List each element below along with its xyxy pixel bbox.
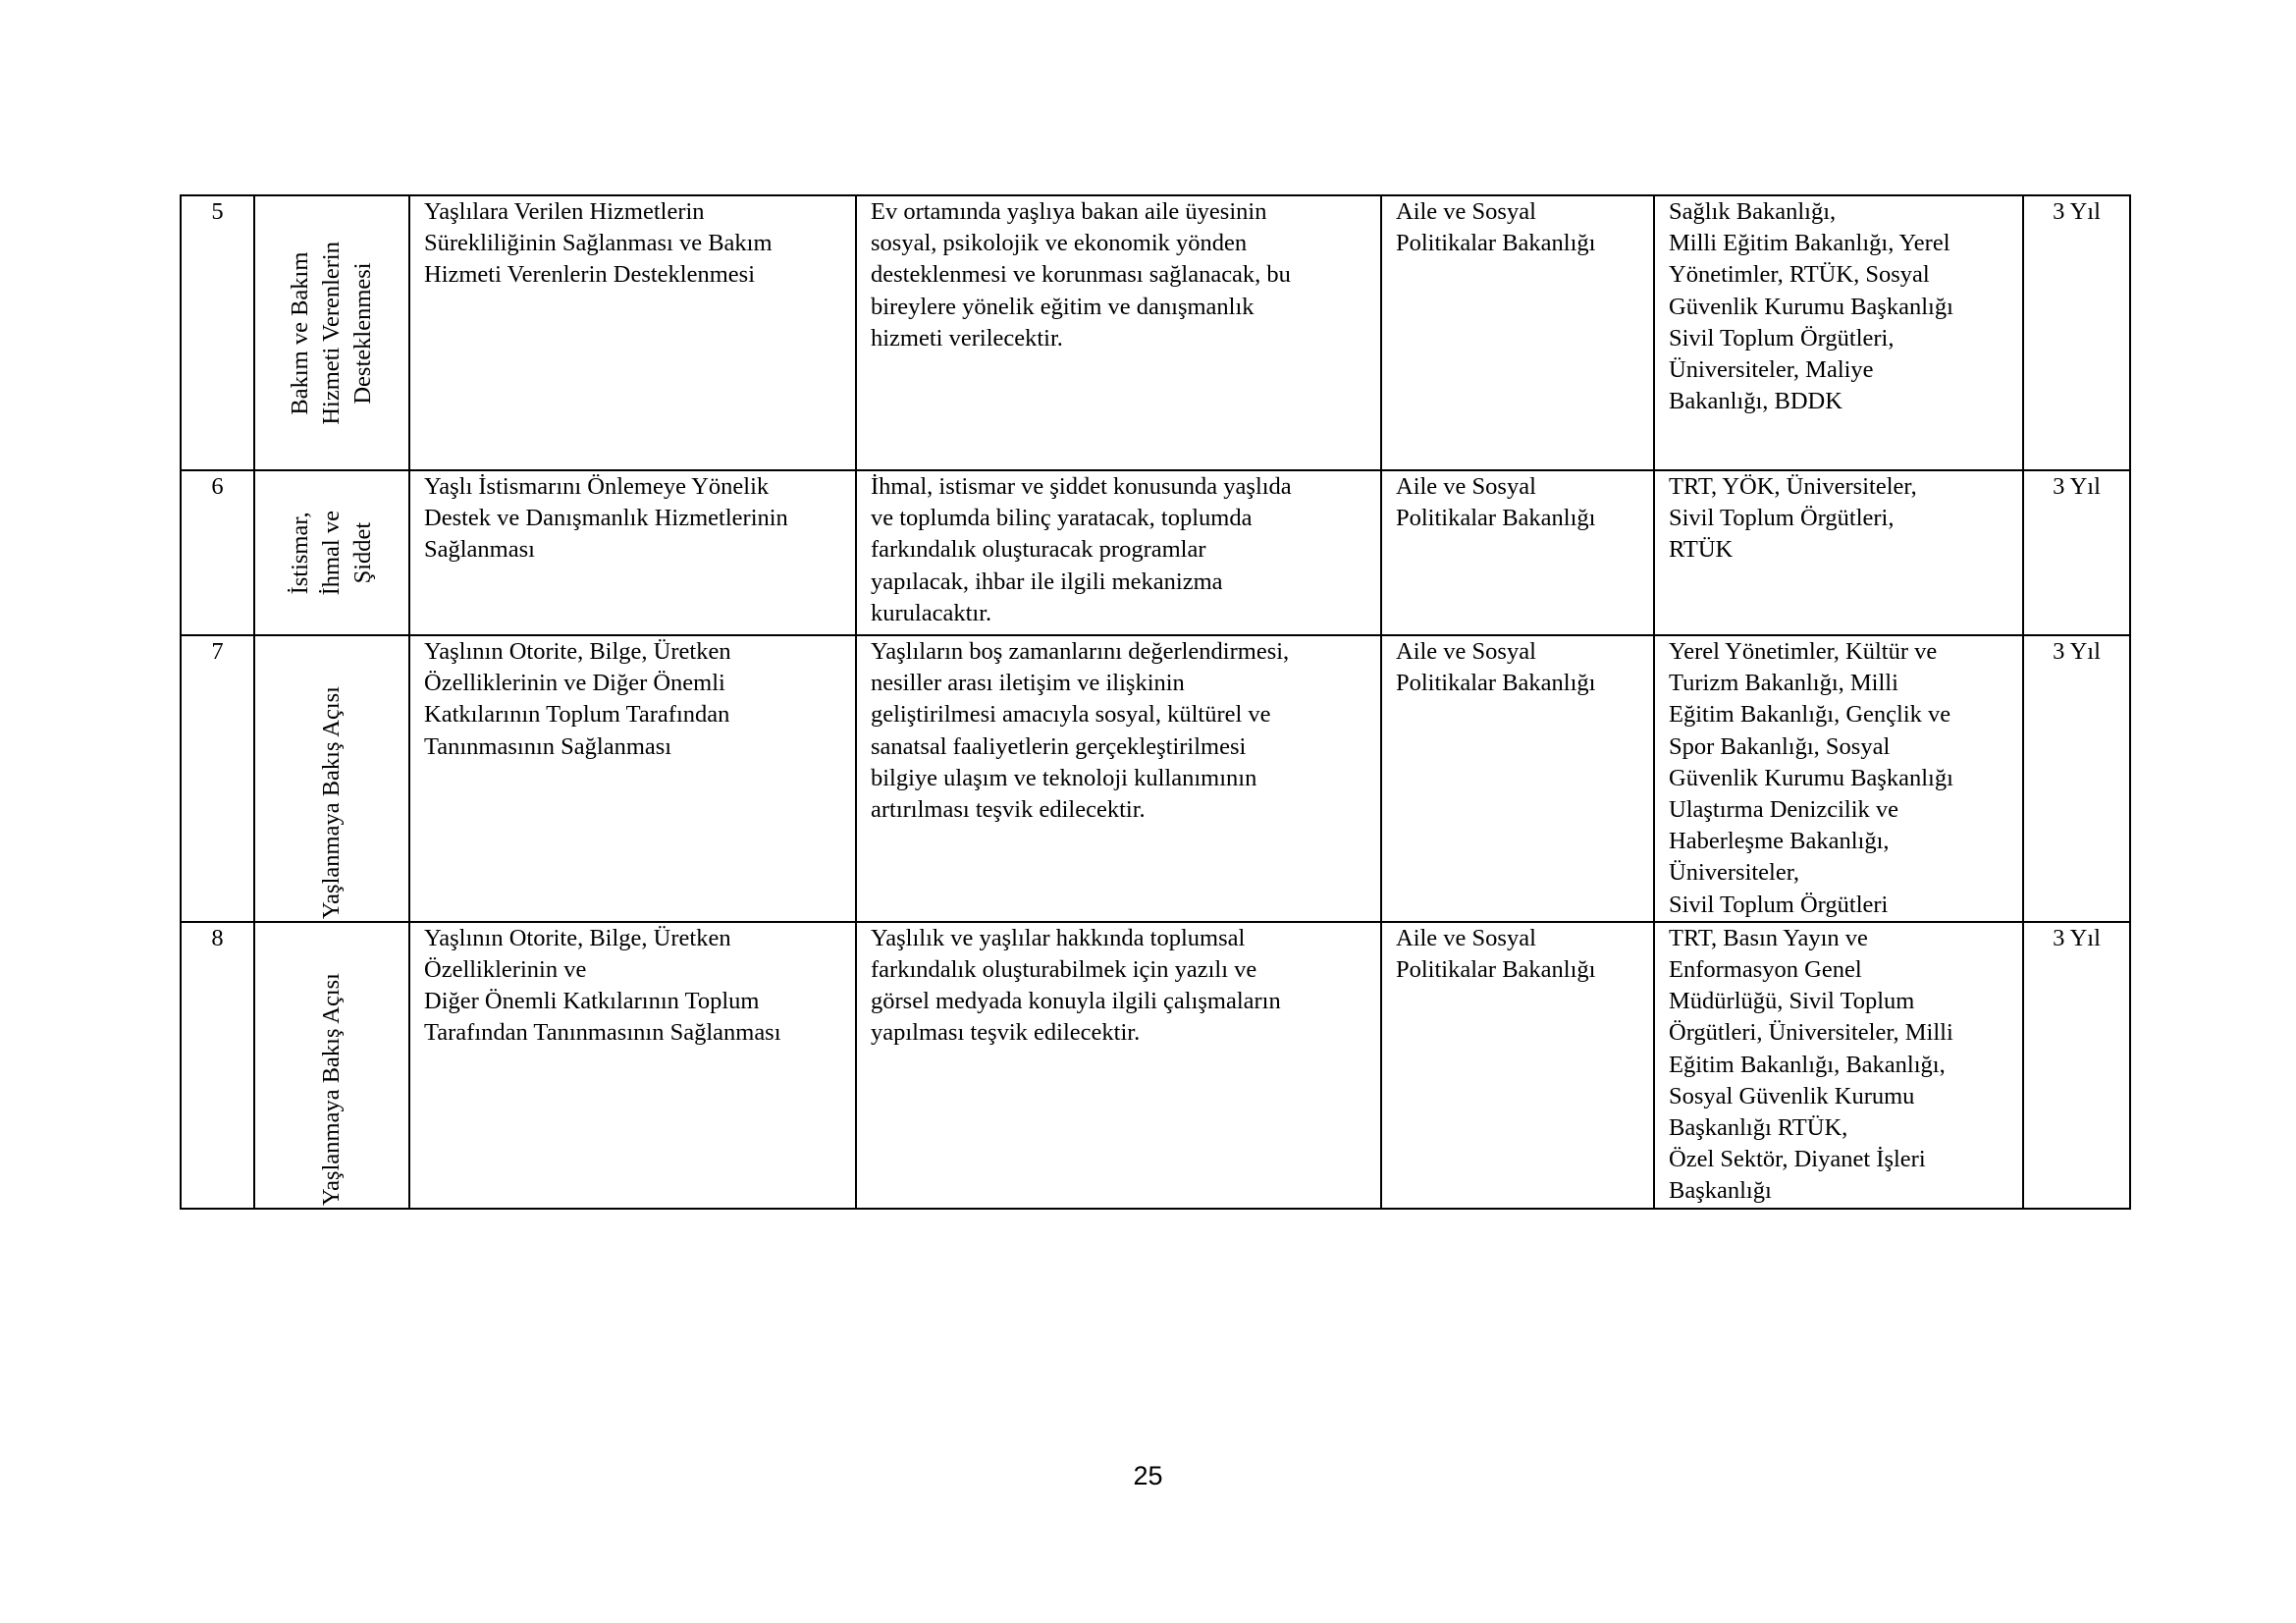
duration-cell: 3 Yıl [2023, 922, 2130, 1209]
table-row [181, 922, 2130, 1209]
row-number: 5 [181, 195, 254, 470]
activity-cell: Yaşlıların boş zamanlarını değerlendirmesi, nesiller arası iletişim ve ilişkinin geliştirilmesi amacıyla sosyal, kültürel ve sanatsal faaliyetlerin gerçekleştirilmesi bilgiye ulaşım ve teknoloji kullanımının artırılması teşvik edilecektir. [856, 635, 1381, 922]
row-number: 7 [181, 635, 254, 922]
activity-cell: Ev ortamında yaşlıya bakan aile üyesinin sosyal, psikolojik ve ekonomik yönden desteklenmesi ve korunması sağlanacak, bu bireylere yönelik eğitim ve danışmanlık hizmeti verilecektir. [856, 195, 1381, 470]
theme-label: Yaşlanmaya Bakış Açısı [318, 685, 345, 919]
activity-cell: Yaşlılık ve yaşlılar hakkında toplumsal farkındalık oluşturabilmek için yazılı ve görsel medyada konuyla ilgili çalışmaların yapılması teşvik edilecektir. [856, 922, 1381, 1209]
row-number: 6 [181, 470, 254, 635]
objective-cell: Yaşlının Otorite, Bilge, Üretken Özelliklerinin ve Diğer Önemli Katkılarının Toplum Tarafından Tanınmasının Sağlanması [409, 635, 856, 922]
row-number: 8 [181, 922, 254, 1209]
partners-cell: Yerel Yönetimler, Kültür ve Turizm Bakanlığı, Milli Eğitim Bakanlığı, Gençlik ve Spor Bakanlığı, Sosyal Güvenlik Kurumu Başkanlığı Ulaştırma Denizcilik ve Haberleşme Bakanlığı, Üniversiteler, Sivil Toplum Örgütleri [1654, 635, 2023, 922]
responsible-cell: Aile ve Sosyal Politikalar Bakanlığı [1381, 635, 1654, 922]
theme-cell [254, 635, 409, 922]
theme-cell [254, 195, 409, 470]
responsible-cell: Aile ve Sosyal Politikalar Bakanlığı [1381, 470, 1654, 635]
theme-label: Yaşlanmaya Bakış Açısı [318, 972, 345, 1206]
action-plan-table [180, 194, 2131, 1210]
activity-cell: İhmal, istismar ve şiddet konusunda yaşlıda ve toplumda bilinç yaratacak, toplumda farkındalık oluşturacak programlar yapılacak, ihbar ile ilgili mekanizma kurulacaktır. [856, 470, 1381, 635]
objective-cell: Yaşlının Otorite, Bilge, Üretken Özelliklerinin ve Diğer Önemli Katkılarının Toplum Tarafından Tanınmasının Sağlanması [409, 922, 856, 1209]
partners-cell: TRT, YÖK, Üniversiteler, Sivil Toplum Örgütleri, RTÜK [1654, 470, 2023, 635]
responsible-cell: Aile ve Sosyal Politikalar Bakanlığı [1381, 922, 1654, 1209]
duration-cell: 3 Yıl [2023, 635, 2130, 922]
page-number: 25 [1133, 1461, 1163, 1490]
theme-label: Bakım ve Bakım Hizmeti Verenlerin Desteklenmesi [287, 241, 376, 425]
partners-cell: Sağlık Bakanlığı, Milli Eğitim Bakanlığı, Yerel Yönetimler, RTÜK, Sosyal Güvenlik Kurumu Başkanlığı Sivil Toplum Örgütleri, Üniversiteler, Maliye Bakanlığı, BDDK [1654, 195, 2023, 470]
duration-cell: 3 Yıl [2023, 195, 2130, 470]
theme-label: İstismar, İhmal ve Şiddet [287, 510, 376, 596]
theme-cell [254, 470, 409, 635]
objective-cell: Yaşlı İstismarını Önlemeye Yönelik Destek ve Danışmanlık Hizmetlerinin Sağlanması [409, 470, 856, 635]
theme-cell [254, 922, 409, 1209]
objective-cell: Yaşlılara Verilen Hizmetlerin Sürekliliğinin Sağlanması ve Bakım Hizmeti Verenlerin Desteklenmesi [409, 195, 856, 470]
responsible-cell: Aile ve Sosyal Politikalar Bakanlığı [1381, 195, 1654, 470]
duration-cell: 3 Yıl [2023, 470, 2130, 635]
table-row [181, 635, 2130, 922]
table-row [181, 195, 2130, 470]
partners-cell: TRT, Basın Yayın ve Enformasyon Genel Müdürlüğü, Sivil Toplum Örgütleri, Üniversiteler, Milli Eğitim Bakanlığı, Bakanlığı, Sosyal Güvenlik Kurumu Başkanlığı RTÜK, Özel Sektör, Diyanet İşleri Başkanlığı [1654, 922, 2023, 1209]
table-row [181, 470, 2130, 635]
